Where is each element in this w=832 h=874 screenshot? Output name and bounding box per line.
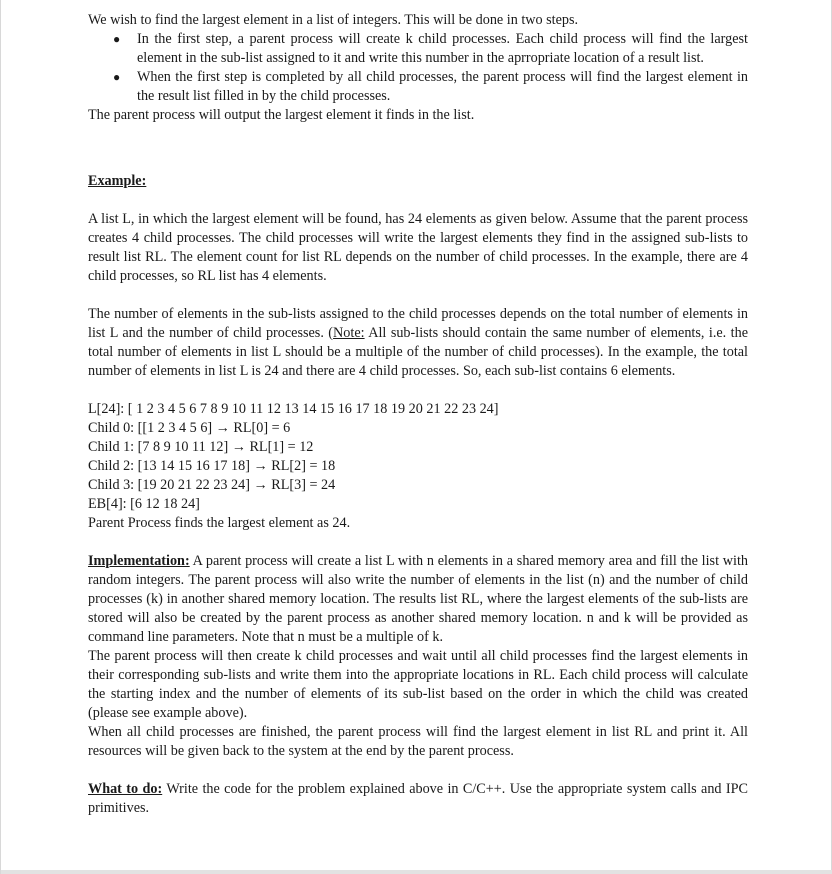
implementation-paragraph-1 [88, 552, 748, 647]
paragraph-text: Write the code for the problem explained above in C/C++. Use the appropriate system calls and IPC primitives. [88, 781, 748, 816]
bullet-icon: ● [113, 32, 121, 46]
step-text: In the first step, a parent process will create k child processes. Each child process will find the largest element in the sub-list assigned to it and write this number in the aprropriate location of a result list. [137, 31, 748, 66]
example-heading [88, 172, 748, 191]
todo-heading: What to do: [88, 781, 163, 797]
child-line: Child 3: [19 20 21 22 23 24] → RL[3] = 24 [88, 477, 336, 493]
page-bottom-edge [1, 870, 832, 874]
conclusion-line: Parent Process finds the largest element as 24. [88, 515, 351, 531]
child-line: Child 2: [13 14 15 16 17 18] → RL[2] = 18 [88, 458, 336, 474]
document-body [88, 11, 748, 818]
intro-closing: The parent process will output the largest element it finds in the list. [88, 107, 475, 123]
paragraph-text: A parent process will create a list L with n elements in a shared memory area and fill the list with random integers. The parent process will also write the number of elements in the list (n) and the number of child processes (k) in another shared memory location. The results list RL, where the largest elements of the sub-lists are stored will also be created by the parent process as another shared memory location. n and k will be provided as command line parameters. Note that n must be a multiple of k. [88, 553, 748, 645]
child-line: Child 1: [7 8 9 10 11 12] → RL[1] = 12 [88, 439, 314, 455]
step-item [88, 68, 748, 106]
child-line: Child 0: [[1 2 3 4 5 6] → RL[0] = 6 [88, 420, 291, 436]
example-trace [88, 400, 748, 533]
todo-paragraph [88, 780, 748, 818]
paragraph-text: All sub-lists should contain the same number of elements, i.e. the total number of elements in list L should be a multiple of the number of child processes). In the example, the total number of elements in list L is 24 and there are 4 child processes. So, each sub-list contains 6 elements. [88, 325, 749, 379]
implementation-paragraph-2: The parent process will then create k child processes and wait until all child processes find the largest elements in their corresponding sub-lists and write them into the appropriate locations in RL. Each child process will calculate the starting index and the number of elements of its sub-list based on the order in which the child was created (please see example above). [88, 648, 748, 721]
note-label: Note: [333, 325, 365, 341]
example-paragraph-1: A list L, in which the largest element will be found, has 24 elements as given below. Assume that the parent process creates 4 child processes. The child processes will write the largest elements they find in the assigned sub-lists to result list RL. The element count for list RL depends on the number of child processes. In the example, there are 4 child processes, so RL list has 4 elements. [88, 211, 748, 284]
list-line: L[24]: [ 1 2 3 4 5 6 7 8 9 10 11 12 13 14 15 16 17 18 19 20 21 22 23 24] [88, 401, 499, 417]
step-item [88, 30, 748, 68]
bullet-icon: ● [113, 70, 121, 84]
step-text: When the first step is completed by all child processes, the parent process will find the largest element in the result list filled in by the child processes. [137, 69, 748, 104]
implementation-paragraph-3: When all child processes are finished, the parent process will find the largest element in list RL and print it. All resources will be given back to the system at the end by the parent process. [88, 724, 748, 759]
result-line: EB[4]: [6 12 18 24] [88, 496, 200, 512]
paragraph-text: The number of elements in the sub-lists assigned to the child processes depends on the total number of elements in list L and the number of child processes. ( [88, 306, 748, 341]
intro-text: We wish to find the largest element in a list of integers. This will be done in two steps. [88, 12, 579, 28]
example-heading-text: Example: [88, 173, 147, 189]
steps-list [88, 30, 748, 106]
implementation-heading: Implementation: [88, 553, 190, 569]
example-paragraph-2 [88, 305, 748, 381]
